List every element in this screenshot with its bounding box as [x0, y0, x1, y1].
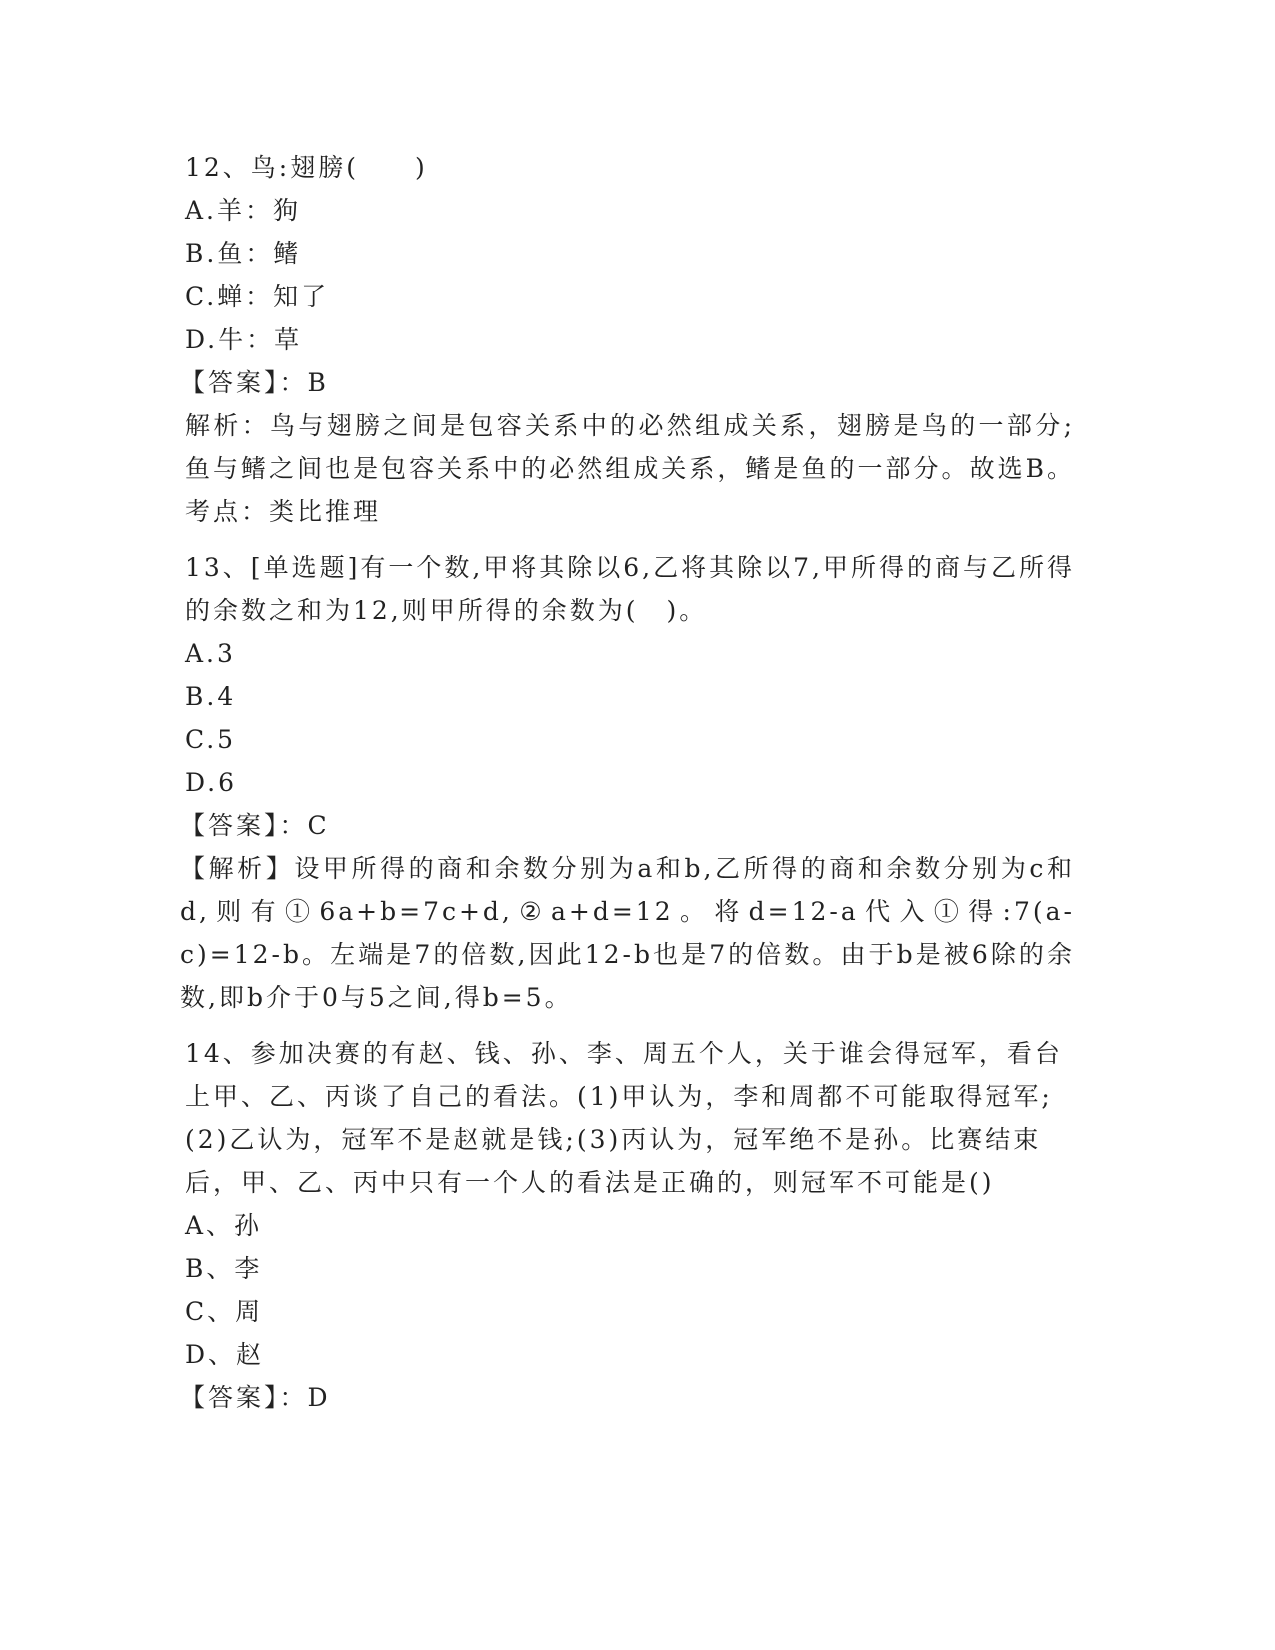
option-d: D.6	[185, 768, 238, 797]
answer-line: 【答案】：B	[180, 368, 329, 397]
question-13	[180, 546, 1075, 1019]
option-b: B、李	[185, 1254, 263, 1283]
option-d: D.牛：草	[185, 325, 303, 354]
option-c: C、周	[185, 1297, 264, 1326]
option-a: A.3	[185, 639, 236, 668]
option-a: A、孙	[185, 1211, 263, 1240]
question-stem: 12、鸟:翅膀( )	[185, 153, 428, 182]
option-c: C.蝉：知了	[185, 282, 330, 311]
document-page	[180, 146, 1075, 1419]
option-a: A.羊：狗	[185, 196, 302, 225]
question-stem: 14、参加决赛的有赵、钱、孙、李、周五个人，关于谁会得冠军，看台上甲、乙、丙谈了自己的看法。(1)甲认为，李和周都不可能取得冠军;(2)乙认为，冠军不是赵就是钱;(3)丙认为，冠军绝不是孙。比赛结束后，甲、乙、丙中只有一个人的看法是正确的，则冠军不可能是()	[185, 1039, 1063, 1197]
answer-line: 【答案】：D	[180, 1383, 331, 1412]
question-12	[180, 146, 1075, 533]
analysis-text: 【解析】设甲所得的商和余数分别为a和b,乙所得的商和余数分别为c和d,则有①6a+b=7c+d,②a+d=12。将d=12-a代入①得:7(a-c)=12-b。左端是7的倍数,因此12-b也是7的倍数。由于b是被6除的余数,即b介于0与5之间,得b=5。	[180, 854, 1075, 1012]
question-stem: 13、[单选题]有一个数,甲将其除以6,乙将其除以7,甲所得的商与乙所得的余数之和为12,则甲所得的余数为( )。	[185, 553, 1075, 625]
option-d: D、赵	[185, 1340, 265, 1369]
option-c: C.5	[185, 725, 237, 754]
analysis-text: 解析：鸟与翅膀之间是包容关系中的必然组成关系，翅膀是鸟的一部分;鱼与鳍之间也是包容关系中的必然组成关系，鳍是鱼的一部分。故选B。考点：类比推理	[185, 411, 1075, 526]
option-b: B.鱼：鳍	[185, 239, 302, 268]
option-b: B.4	[185, 682, 237, 711]
question-14	[180, 1032, 1075, 1419]
answer-line: 【答案】：C	[180, 811, 330, 840]
